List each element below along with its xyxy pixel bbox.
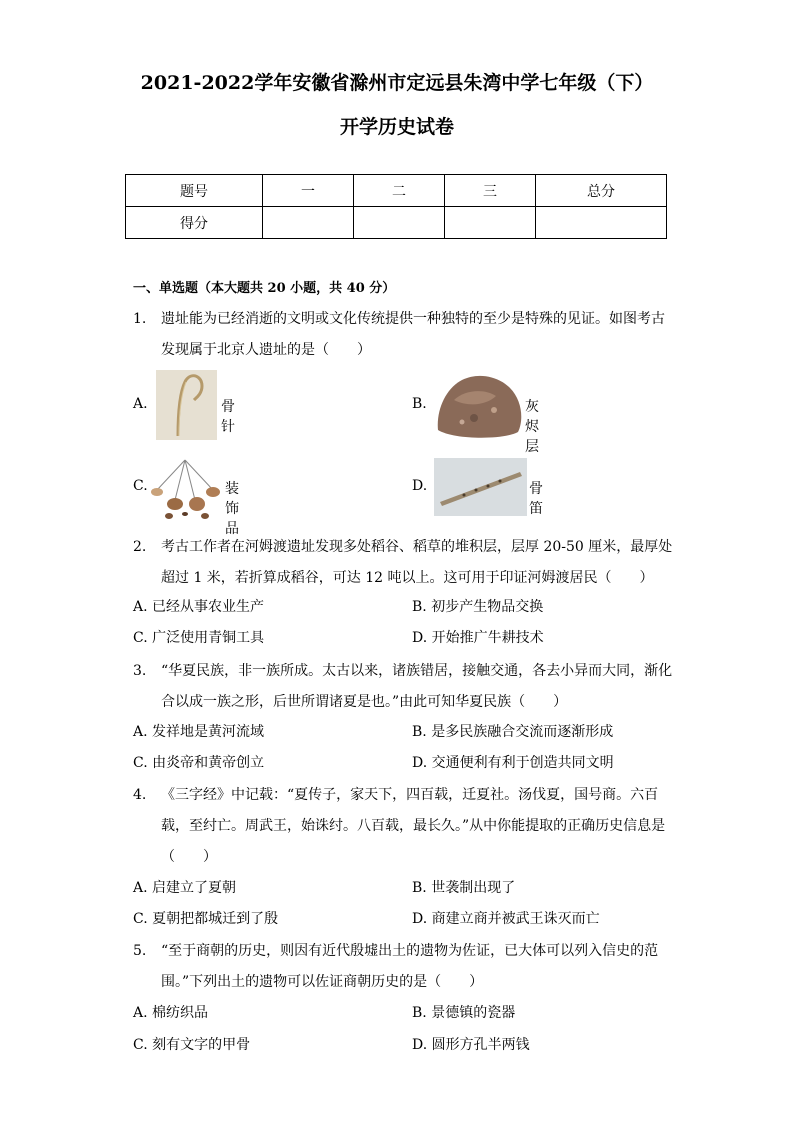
score-cell — [263, 207, 354, 239]
option-label: C. — [133, 755, 148, 771]
option-text: 刻有文字的甲骨 — [152, 1037, 251, 1053]
score-header-cell: 三 — [445, 175, 536, 207]
question-number: 2. — [133, 539, 147, 555]
option-5a[interactable] — [133, 998, 208, 1029]
option-label: D. — [412, 911, 428, 927]
question-text: 遗址能为已经消逝的文明或文化传统提供一种独特的至少是特殊的见证。如图考古发现属于北京人遗址的是（ ） — [161, 311, 665, 358]
question-number: 5. — [133, 943, 147, 959]
question-text: “至于商朝的历史，则因有近代殷墟出土的遗物为佐证，已大体可以列入信史的范围。”下列出土的遗物可以佐证商朝历史的是（ ） — [161, 943, 659, 990]
option-label: A. — [133, 880, 148, 896]
score-cell — [536, 207, 667, 239]
option-label: D. — [412, 755, 428, 771]
option-label: D. — [412, 1037, 428, 1053]
question-3 — [133, 656, 673, 718]
option-label: A. — [133, 396, 148, 412]
option-label: A. — [133, 1005, 148, 1021]
option-label: B. — [412, 396, 427, 412]
score-header-cell: 总分 — [536, 175, 667, 207]
question-2 — [133, 532, 673, 594]
option-text: 骨针 — [221, 399, 235, 435]
option-3a[interactable] — [133, 717, 264, 748]
option-text: 棉纺织品 — [152, 1005, 209, 1021]
score-header-cell: 一 — [263, 175, 354, 207]
option-label: B. — [412, 1005, 427, 1021]
score-table-header-row — [126, 175, 667, 207]
option-text: 夏朝把都城迁到了殷 — [152, 911, 279, 927]
question-number: 1. — [133, 311, 147, 327]
option-4b[interactable] — [412, 873, 515, 904]
option-text: 圆形方孔半两钱 — [431, 1037, 530, 1053]
option-label: C. — [133, 911, 148, 927]
option-label: B. — [412, 724, 427, 740]
question-4 — [133, 780, 673, 873]
question-text: 《三字经》中记载：“夏传子，家天下，四百载，迁夏社。汤伐夏，国号商。六百载，至纣亡。周武王，始诛纣。八百载，最长久。”从中你能提取的正确历史信息是（ ） — [161, 787, 666, 865]
option-label: C. — [133, 630, 148, 646]
option-label: B. — [412, 880, 427, 896]
option-label: D. — [412, 478, 428, 494]
score-cell — [354, 207, 445, 239]
option-text: 启建立了夏朝 — [152, 880, 237, 896]
option-label: B. — [412, 599, 427, 615]
option-label: C. — [133, 1037, 148, 1053]
score-header-cell: 题号 — [126, 175, 263, 207]
option-4d[interactable] — [412, 904, 600, 935]
bone-needle-image — [156, 370, 217, 440]
option-text: 骨笛 — [529, 481, 543, 517]
exam-title-line2: 开学历史试卷 — [339, 116, 454, 138]
question-text: “华夏民族，非一族所成。太古以来，诸族错居，接触交通，各去小异而大同，渐化合以成一族之形，后世所谓诸夏是也。”由此可知华夏民族（ ） — [161, 663, 673, 710]
option-3d[interactable] — [412, 748, 614, 779]
score-row-label: 得分 — [126, 207, 263, 239]
option-2d[interactable] — [412, 623, 544, 654]
option-text: 初步产生物品交换 — [431, 599, 544, 615]
option-5c[interactable] — [133, 1030, 250, 1061]
option-text: 装饰品 — [225, 481, 239, 537]
option-4a[interactable] — [133, 873, 236, 904]
section-heading: 一、单选题（本大题共 20 小题，共 40 分） — [133, 281, 396, 296]
option-text: 灰烬层 — [525, 399, 539, 455]
score-cell — [445, 207, 536, 239]
option-text: 由炎帝和黄帝创立 — [152, 755, 265, 771]
score-table-score-row — [126, 207, 667, 239]
option-2c[interactable] — [133, 623, 264, 654]
option-text: 交通便利有利于创造共同文明 — [431, 755, 614, 771]
option-3c[interactable] — [133, 748, 264, 779]
option-text: 已经从事农业生产 — [152, 599, 265, 615]
option-text: 是多民族融合交流而逐渐形成 — [431, 724, 614, 740]
bone-flute-image — [434, 458, 527, 516]
option-label: C. — [133, 478, 148, 494]
ornament-image — [145, 456, 225, 524]
option-label: D. — [412, 630, 428, 646]
question-1 — [133, 304, 673, 366]
option-label: A. — [133, 724, 148, 740]
score-header-cell: 二 — [354, 175, 445, 207]
option-text: 世袭制出现了 — [431, 880, 516, 896]
option-5b[interactable] — [412, 998, 515, 1029]
score-table — [125, 174, 667, 239]
question-5 — [133, 936, 673, 998]
option-2b[interactable] — [412, 592, 543, 623]
option-3b[interactable] — [412, 717, 613, 748]
ash-layer-image — [434, 370, 524, 440]
question-number: 4. — [133, 787, 147, 803]
option-4c[interactable] — [133, 904, 278, 935]
option-5d[interactable] — [412, 1030, 530, 1061]
option-text: 发祥地是黄河流域 — [152, 724, 265, 740]
exam-title-line1: 2021-2022学年安徽省滁州市定远县朱湾中学七年级（下） — [140, 72, 654, 94]
option-text: 商建立商并被武王诛灭而亡 — [431, 911, 600, 927]
question-text: 考古工作者在河姆渡遗址发现多处稻谷、稻草的堆积层，层厚 20-50 厘米，最厚处超过 1 米，若折算成稻谷，可达 12 吨以上。这可用于印证河姆渡居民（ ） — [161, 539, 673, 586]
question-number: 3. — [133, 663, 147, 679]
option-label: A. — [133, 599, 148, 615]
option-text: 广泛使用青铜工具 — [152, 630, 265, 646]
option-text: 景德镇的瓷器 — [431, 1005, 516, 1021]
option-text: 开始推广牛耕技术 — [431, 630, 544, 646]
option-2a[interactable] — [133, 592, 264, 623]
